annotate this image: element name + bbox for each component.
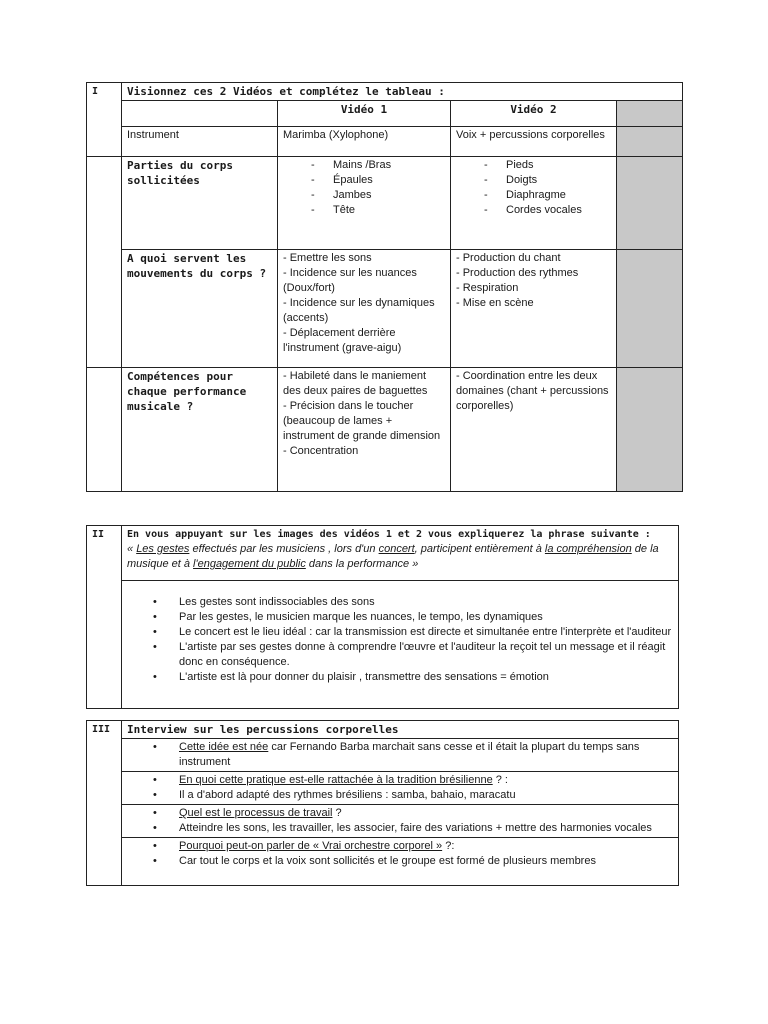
empty-number-cell (87, 368, 122, 492)
cell-skills-video-2 (451, 368, 617, 492)
list-item: - Mise en scène (456, 297, 534, 309)
column-header-video-2: Vidéo 2 (451, 101, 617, 127)
list-item: - Emettre les sons (283, 252, 372, 264)
cell-movements-video-1 (278, 250, 451, 368)
list-item: • L'artiste est là pour donner du plaisir , transmettre des sensations = émotion (179, 670, 673, 685)
list-item: - Tête (311, 203, 445, 218)
section-title: En vous appuyant sur les images des vidéos 1 et 2 vous expliquerez la phrase suivante : (127, 529, 651, 540)
empty-number-cell (87, 157, 122, 368)
list-item: - Déplacement derrière l'instrument (grave-aigu) (283, 327, 402, 354)
qa-row-3 (122, 805, 679, 838)
list-item: • Atteindre les sons, les travailler, les associer, faire des variations + mettre des harmonies vocales (179, 821, 673, 836)
list-item: • L'artiste par ses gestes donne à comprendre l'œuvre et l'auditeur la reçoit tel un message et il réagit donc en conséquence. (179, 640, 673, 670)
cell-instrument-video-2: Voix + percussions corporelles (451, 127, 617, 157)
section-number: I (87, 83, 122, 157)
list-item: - Incidence sur les dynamiques (accents) (283, 297, 435, 324)
list-item: • Pourquoi peut-on parler de « Vrai orchestre corporel » ?: (179, 839, 673, 854)
table-section-3 (86, 720, 679, 886)
cell-skills-video-1 (278, 368, 451, 492)
section-question (122, 526, 679, 581)
list-item: - Incidence sur les nuances (Doux/fort) (283, 267, 417, 294)
list-item: - Diaphragme (484, 188, 611, 203)
list-item: • Il a d'abord adapté des rythmes brésiliens : samba, bahaio, maracatu (179, 788, 673, 803)
list-item: • En quoi cette pratique est-elle rattachée à la tradition brésilienne ? : (179, 773, 673, 788)
section-title: Visionnez ces 2 Vidéos et complétez le tableau : (122, 83, 683, 101)
section-title: Interview sur les percussions corporelles (122, 721, 679, 739)
gray-cell (617, 250, 683, 368)
row-label-skills: Compétences pour chaque performance musicale ? (122, 368, 278, 492)
list-item: - Mains /Bras (311, 158, 445, 173)
gray-cell (617, 101, 683, 127)
table-section-1 (86, 82, 683, 492)
qa-row-1 (122, 739, 679, 772)
cell-movements-video-2 (451, 250, 617, 368)
cell-instrument-video-1: Marimba (Xylophone) (278, 127, 451, 157)
list-item: - Jambes (311, 188, 445, 203)
qa-row-2 (122, 772, 679, 805)
gray-cell (617, 127, 683, 157)
list-item: - Habileté dans le maniement des deux paires de baguettes (283, 370, 428, 397)
row-label-body-parts: Parties du corps sollicitées (122, 157, 278, 250)
answer-cell (122, 581, 679, 709)
gray-cell (617, 368, 683, 492)
table-section-2 (86, 525, 679, 709)
gray-cell (617, 157, 683, 250)
list-item: • Cette idée est née car Fernando Barba marchait sans cesse et il était la plupart du temps sans instrument (179, 740, 673, 770)
list-item: - Concentration (283, 445, 359, 457)
list-item: - Respiration (456, 282, 519, 294)
list-item: - Précision dans le toucher (beaucoup de lames + instrument de grande dimension (283, 400, 441, 442)
list-item: • Par les gestes, le musicien marque les nuances, le tempo, les dynamiques (179, 610, 673, 625)
list-item: • Car tout le corps et la voix sont sollicités et le groupe est formé de plusieurs membres (179, 854, 673, 869)
list-item: - Coordination entre les deux domaines (chant + percussions corporelles) (456, 370, 609, 412)
row-label-instrument: Instrument (122, 127, 278, 157)
list-item: • Les gestes sont indissociables des sons (179, 595, 673, 610)
cell-body-parts-video-2 (451, 157, 617, 250)
list-item: - Production des rythmes (456, 267, 579, 279)
row-label-movements: A quoi servent les mouvements du corps ? (122, 250, 278, 368)
quote: « Les gestes effectués par les musiciens , lors d'un concert, participent entièrement à la compréhension de la musique et à l'engagement du public dans la performance » (127, 543, 659, 570)
empty-cell (122, 101, 278, 127)
list-item: - Cordes vocales (484, 203, 611, 218)
list-item: - Pieds (484, 158, 611, 173)
list-item: - Doigts (484, 173, 611, 188)
qa-row-4 (122, 838, 679, 886)
list-item: • Le concert est le lieu idéal : car la transmission est directe et simultanée entre l'interprète et l'auditeur (179, 625, 673, 640)
section-number: III (87, 721, 122, 886)
cell-body-parts-video-1 (278, 157, 451, 250)
list-item: • Quel est le processus de travail ? (179, 806, 673, 821)
list-item: - Production du chant (456, 252, 561, 264)
section-number: II (87, 526, 122, 709)
column-header-video-1: Vidéo 1 (278, 101, 451, 127)
list-item: - Épaules (311, 173, 445, 188)
